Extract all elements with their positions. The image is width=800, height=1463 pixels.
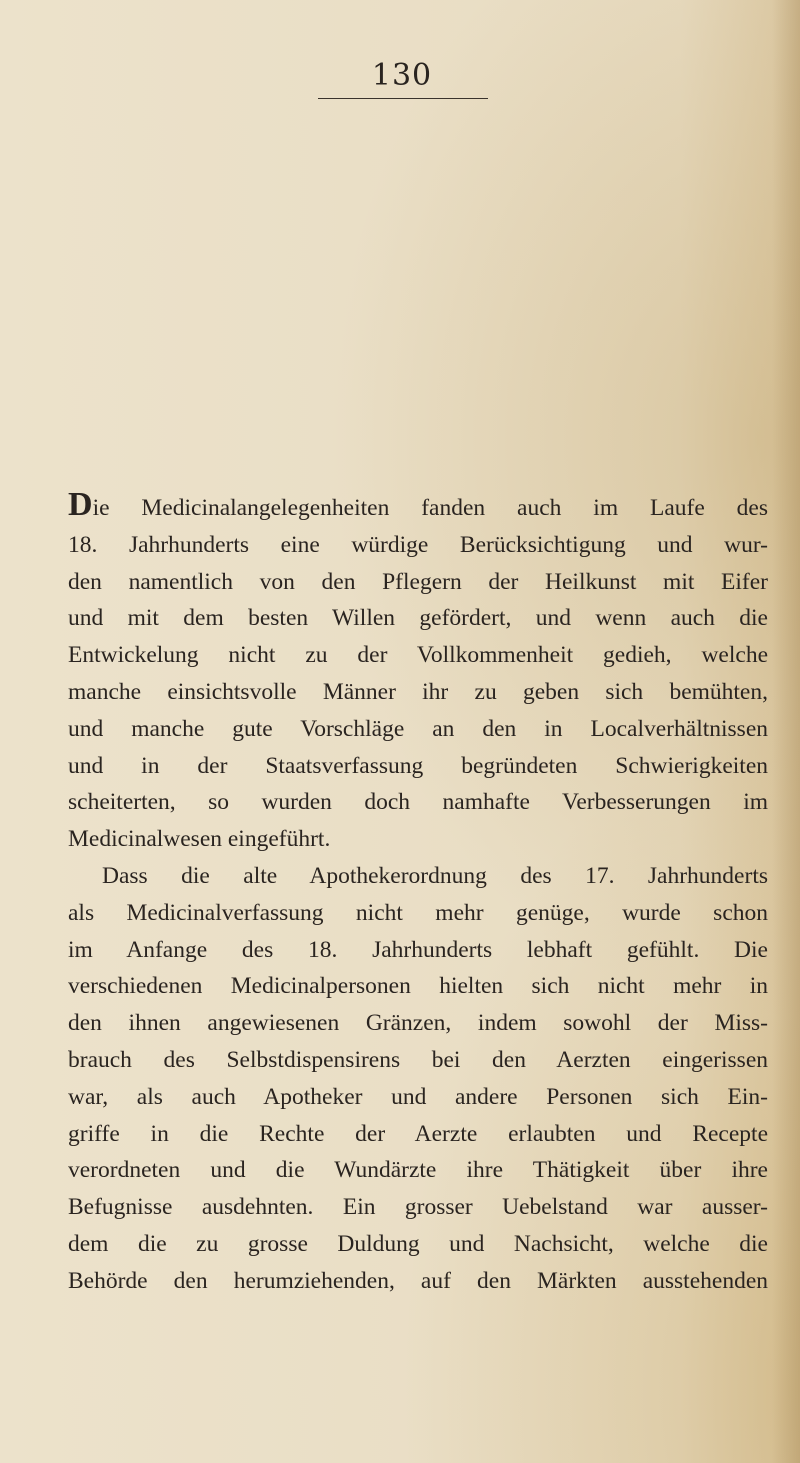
text-line: dem die zu grosse Duldung und Nachsicht, welche die [68,1230,768,1257]
drop-cap: D [68,486,93,523]
text-line: brauch des Selbstdispensirens bei den Aerzten eingerissen [68,1046,768,1073]
text-line: und manche gute Vorschläge an den in Localverhältnissen [68,715,768,742]
text-line-content: ie Medicinalangelegenheiten fanden auch im Laufe des [92,495,768,521]
page-number: 130 [371,58,433,93]
text-line: und in der Staatsverfassung begründeten Schwierigkeiten [68,752,768,779]
text-line: verschiedenen Medicinalpersonen hielten sich nicht mehr in [68,973,768,1000]
text-line: Dass die alte Apothekerordnung des 17. Jahrhunderts [102,862,768,889]
body-text [68,486,768,1300]
text-line: Befugnisse ausdehnten. Ein grosser Uebelstand war ausser- [68,1194,768,1221]
paragraph-2 [68,858,768,1300]
text-line: den ihnen angewiesenen Gränzen, indem sowohl der Miss- [68,1010,768,1037]
text-line: als Medicinalverfassung nicht mehr genüge, wurde schon [68,899,768,926]
paragraph-1 [68,486,768,858]
text-line: den namentlich von den Pflegern der Heilkunst mit Eifer [68,568,768,595]
text-line: griffe in die Rechte der Aerzte erlaubten und Recepte [68,1120,768,1147]
text-line: und mit dem besten Willen gefördert, und wenn auch die [68,605,768,632]
text-line [68,486,768,527]
text-line: scheiterten, so wurden doch namhafte Verbesserungen im [68,789,768,816]
text-line: verordneten und die Wundärzte ihre Thätigkeit über ihre [68,1157,768,1184]
text-line: Entwickelung nicht zu der Vollkommenheit gedieh, welche [68,642,768,669]
text-line: manche einsichtsvolle Männer ihr zu geben sich bemühten, [68,678,768,705]
header-rule [318,98,488,99]
text-line: Behörde den herumziehenden, auf den Märkten ausstehenden [68,1267,768,1294]
text-line: im Anfange des 18. Jahrhunderts lebhaft gefühlt. Die [68,936,768,963]
text-line: Medicinalwesen eingeführt. [68,826,331,853]
text-line: 18. Jahrhunderts eine würdige Berücksichtigung und wur- [68,531,768,558]
page-edge-stain [772,0,800,1463]
text-line: war, als auch Apotheker und andere Personen sich Ein- [68,1083,768,1110]
